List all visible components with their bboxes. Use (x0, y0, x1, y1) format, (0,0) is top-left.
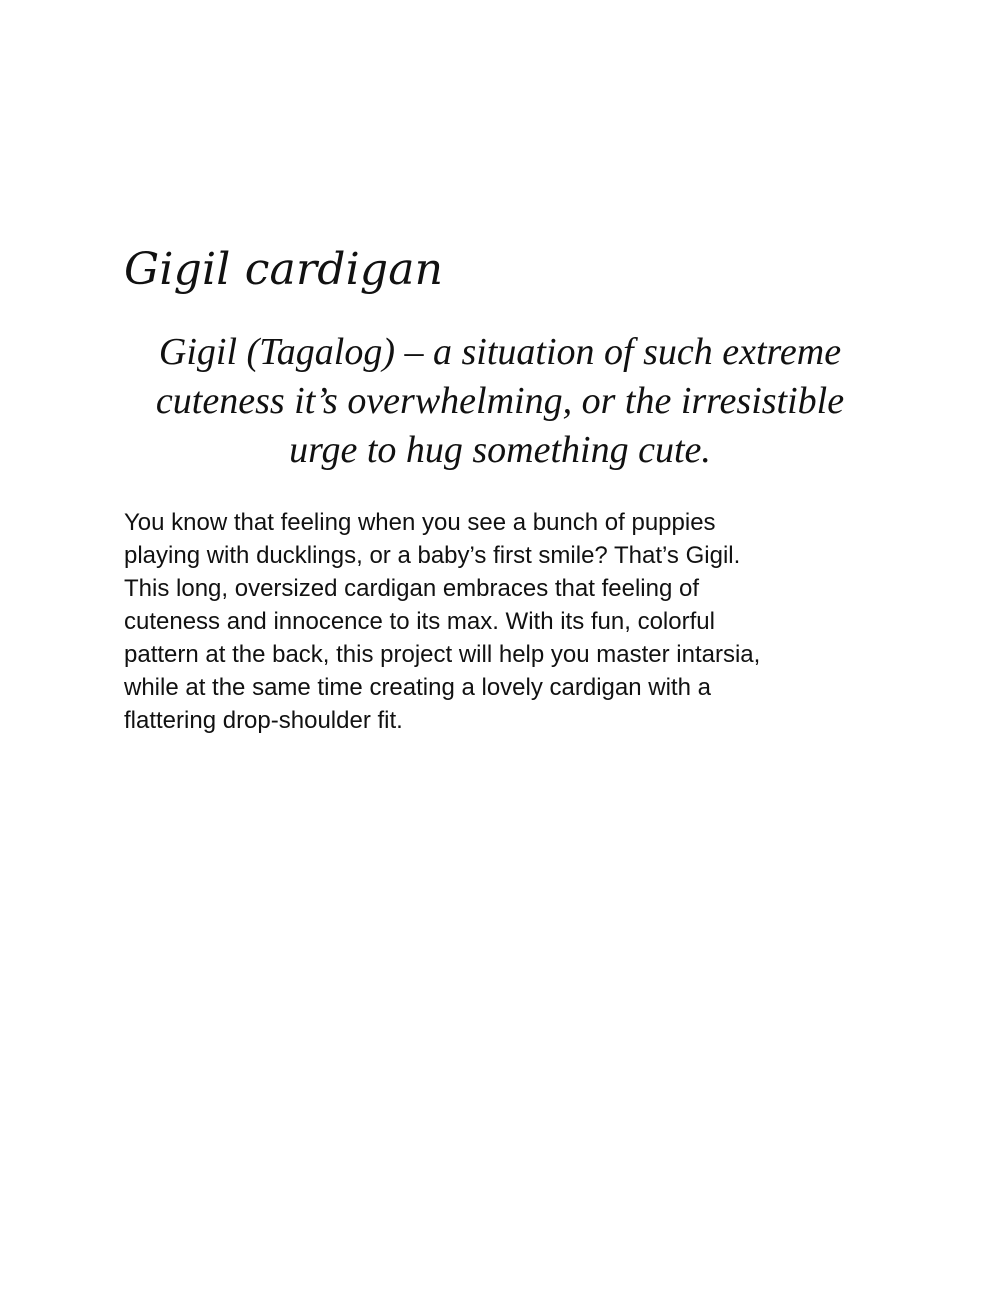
description-line: pattern at the back, this project will help you master intarsia, (124, 641, 761, 668)
definition-line: Gigil (Tagalog) – a situation of such extreme (158, 331, 842, 373)
description-line: playing with ducklings, or a baby’s first smile? That’s Gigil. (124, 542, 741, 569)
description-line: You know that feeling when you see a bunch of puppies (124, 509, 716, 536)
description-line: flattering drop-shoulder fit. (124, 707, 403, 734)
page-title: Gigil cardigan (124, 244, 444, 295)
definition-quote (120, 328, 880, 475)
description-line: This long, oversized cardigan embraces that feeling of (124, 575, 699, 602)
definition-line: cuteness it’s overwhelming, or the irresistible (155, 380, 845, 422)
description-line: while at the same time creating a lovely cardigan with a (124, 674, 711, 701)
definition-line: urge to hug something cute. (289, 429, 711, 471)
description-paragraph (124, 506, 884, 737)
description-line: cuteness and innocence to its max. With its fun, colorful (124, 608, 715, 635)
